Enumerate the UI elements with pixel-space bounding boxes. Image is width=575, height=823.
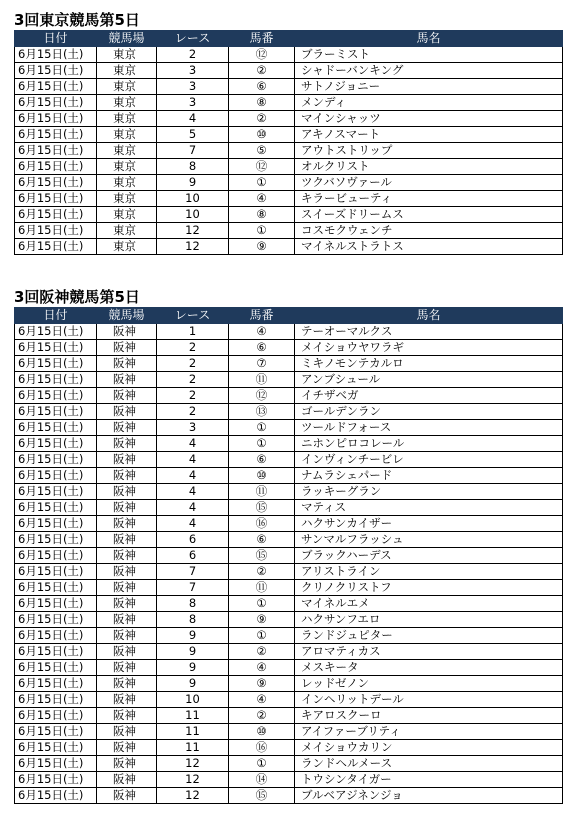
venue-cell: 阪神 xyxy=(97,532,157,548)
race-cell: 7 xyxy=(157,143,229,159)
horse-number-cell: ⑩ xyxy=(229,127,295,143)
horse-name-cell: スイーズドリームス xyxy=(295,207,563,223)
date-cell: 6月15日(土) xyxy=(15,436,97,452)
date-cell: 6月15日(土) xyxy=(15,612,97,628)
race-cell: 2 xyxy=(157,372,229,388)
venue-cell: 東京 xyxy=(97,127,157,143)
hanshin-section xyxy=(14,287,562,804)
horse-name-cell: ミキノモンテカルロ xyxy=(295,356,563,372)
header-name: 馬名 xyxy=(295,31,563,47)
race-cell: 11 xyxy=(157,708,229,724)
venue-cell: 東京 xyxy=(97,159,157,175)
horse-number-cell: ⑧ xyxy=(229,207,295,223)
table-row xyxy=(15,724,563,740)
venue-cell: 阪神 xyxy=(97,404,157,420)
header-num: 馬番 xyxy=(229,308,295,324)
header-venue: 競馬場 xyxy=(97,308,157,324)
date-cell: 6月15日(土) xyxy=(15,468,97,484)
race-cell: 3 xyxy=(157,420,229,436)
section-title: 3回阪神競馬第5日 xyxy=(14,288,140,306)
header-num: 馬番 xyxy=(229,31,295,47)
venue-cell: 阪神 xyxy=(97,788,157,804)
race-cell: 11 xyxy=(157,740,229,756)
horse-number-cell: ⑥ xyxy=(229,532,295,548)
race-cell: 7 xyxy=(157,564,229,580)
venue-cell: 東京 xyxy=(97,79,157,95)
date-cell: 6月15日(土) xyxy=(15,484,97,500)
date-cell: 6月15日(土) xyxy=(15,452,97,468)
venue-cell: 阪神 xyxy=(97,724,157,740)
race-cell: 4 xyxy=(157,484,229,500)
horse-number-cell: ① xyxy=(229,436,295,452)
date-cell: 6月15日(土) xyxy=(15,740,97,756)
horse-name-cell: ブラーミスト xyxy=(295,47,563,63)
date-cell: 6月15日(土) xyxy=(15,644,97,660)
table-row xyxy=(15,207,563,223)
table-row xyxy=(15,239,563,255)
horse-number-cell: ① xyxy=(229,628,295,644)
table-row xyxy=(15,468,563,484)
horse-number-cell: ⑬ xyxy=(229,404,295,420)
venue-cell: 阪神 xyxy=(97,580,157,596)
horse-name-cell: アキノスマート xyxy=(295,127,563,143)
venue-cell: 阪神 xyxy=(97,388,157,404)
horse-number-cell: ⑮ xyxy=(229,500,295,516)
date-cell: 6月15日(土) xyxy=(15,420,97,436)
horse-name-cell: クリノクリストフ xyxy=(295,580,563,596)
venue-cell: 阪神 xyxy=(97,596,157,612)
entries-table xyxy=(14,30,563,255)
horse-name-cell: ブルベアジネンジョ xyxy=(295,788,563,804)
venue-cell: 東京 xyxy=(97,111,157,127)
horse-number-cell: ⑭ xyxy=(229,772,295,788)
race-cell: 4 xyxy=(157,452,229,468)
race-cell: 8 xyxy=(157,596,229,612)
venue-cell: 東京 xyxy=(97,207,157,223)
date-cell: 6月15日(土) xyxy=(15,324,97,340)
venue-cell: 阪神 xyxy=(97,340,157,356)
date-cell: 6月15日(土) xyxy=(15,127,97,143)
horse-name-cell: ハクサンカイザー xyxy=(295,516,563,532)
horse-number-cell: ⑯ xyxy=(229,516,295,532)
date-cell: 6月15日(土) xyxy=(15,223,97,239)
horse-number-cell: ⑪ xyxy=(229,484,295,500)
horse-name-cell: ゴールデンラン xyxy=(295,404,563,420)
horse-number-cell: ⑯ xyxy=(229,740,295,756)
date-cell: 6月15日(土) xyxy=(15,708,97,724)
table-row xyxy=(15,564,563,580)
race-cell: 12 xyxy=(157,223,229,239)
date-cell: 6月15日(土) xyxy=(15,95,97,111)
race-cell: 6 xyxy=(157,532,229,548)
horse-name-cell: インヘリットデール xyxy=(295,692,563,708)
horse-name-cell: アロマティカス xyxy=(295,644,563,660)
venue-cell: 東京 xyxy=(97,143,157,159)
race-cell: 9 xyxy=(157,644,229,660)
date-cell: 6月15日(土) xyxy=(15,772,97,788)
venue-cell: 阪神 xyxy=(97,564,157,580)
section-title: 3回東京競馬第5日 xyxy=(14,11,140,29)
date-cell: 6月15日(土) xyxy=(15,143,97,159)
venue-cell: 阪神 xyxy=(97,708,157,724)
venue-cell: 東京 xyxy=(97,223,157,239)
table-row xyxy=(15,676,563,692)
horse-name-cell: メイショウヤワラギ xyxy=(295,340,563,356)
header-race: レース xyxy=(157,308,229,324)
date-cell: 6月15日(土) xyxy=(15,692,97,708)
horse-name-cell: インヴィンチービレ xyxy=(295,452,563,468)
horse-name-cell: マイネルストラトス xyxy=(295,239,563,255)
horse-number-cell: ⑮ xyxy=(229,548,295,564)
horse-name-cell: テーオーマルクス xyxy=(295,324,563,340)
table-row xyxy=(15,388,563,404)
horse-name-cell: アンブシュール xyxy=(295,372,563,388)
horse-name-cell: キアロスクーロ xyxy=(295,708,563,724)
horse-number-cell: ⑨ xyxy=(229,676,295,692)
race-cell: 4 xyxy=(157,500,229,516)
date-cell: 6月15日(土) xyxy=(15,47,97,63)
date-cell: 6月15日(土) xyxy=(15,372,97,388)
table-row xyxy=(15,47,563,63)
horse-number-cell: ② xyxy=(229,644,295,660)
race-cell: 4 xyxy=(157,111,229,127)
horse-name-cell: サトノジョニー xyxy=(295,79,563,95)
race-cell: 8 xyxy=(157,612,229,628)
horse-name-cell: シャドーバンキング xyxy=(295,63,563,79)
table-row xyxy=(15,532,563,548)
table-row xyxy=(15,159,563,175)
header-venue: 競馬場 xyxy=(97,31,157,47)
table-row xyxy=(15,223,563,239)
race-cell: 12 xyxy=(157,239,229,255)
header-row xyxy=(15,308,563,324)
venue-cell: 阪神 xyxy=(97,468,157,484)
race-cell: 12 xyxy=(157,772,229,788)
race-cell: 2 xyxy=(157,340,229,356)
race-cell: 6 xyxy=(157,548,229,564)
table-row xyxy=(15,756,563,772)
horse-number-cell: ⑫ xyxy=(229,159,295,175)
table-row xyxy=(15,484,563,500)
table-row xyxy=(15,644,563,660)
horse-name-cell: トウシンタイガー xyxy=(295,772,563,788)
horse-number-cell: ⑨ xyxy=(229,239,295,255)
table-row xyxy=(15,660,563,676)
horse-number-cell: ② xyxy=(229,564,295,580)
table-row xyxy=(15,404,563,420)
date-cell: 6月15日(土) xyxy=(15,724,97,740)
horse-number-cell: ⑫ xyxy=(229,388,295,404)
horse-number-cell: ⑤ xyxy=(229,143,295,159)
horse-name-cell: マティス xyxy=(295,500,563,516)
horse-name-cell: レッドゼノン xyxy=(295,676,563,692)
date-cell: 6月15日(土) xyxy=(15,676,97,692)
date-cell: 6月15日(土) xyxy=(15,756,97,772)
horse-number-cell: ⑨ xyxy=(229,612,295,628)
race-cell: 11 xyxy=(157,724,229,740)
horse-name-cell: イチザベガ xyxy=(295,388,563,404)
horse-number-cell: ⑥ xyxy=(229,452,295,468)
venue-cell: 東京 xyxy=(97,95,157,111)
horse-name-cell: ラッキーグラン xyxy=(295,484,563,500)
date-cell: 6月15日(土) xyxy=(15,532,97,548)
horse-number-cell: ⑥ xyxy=(229,340,295,356)
race-cell: 10 xyxy=(157,207,229,223)
venue-cell: 阪神 xyxy=(97,420,157,436)
table-row xyxy=(15,692,563,708)
date-cell: 6月15日(土) xyxy=(15,191,97,207)
race-cell: 2 xyxy=(157,356,229,372)
race-cell: 3 xyxy=(157,95,229,111)
date-cell: 6月15日(土) xyxy=(15,159,97,175)
venue-cell: 阪神 xyxy=(97,644,157,660)
date-cell: 6月15日(土) xyxy=(15,564,97,580)
race-cell: 4 xyxy=(157,468,229,484)
race-cell: 3 xyxy=(157,63,229,79)
horse-number-cell: ① xyxy=(229,223,295,239)
horse-name-cell: オルクリスト xyxy=(295,159,563,175)
horse-name-cell: メイショウカリン xyxy=(295,740,563,756)
date-cell: 6月15日(土) xyxy=(15,500,97,516)
venue-cell: 阪神 xyxy=(97,516,157,532)
horse-number-cell: ⑩ xyxy=(229,468,295,484)
race-cell: 1 xyxy=(157,324,229,340)
table-row xyxy=(15,772,563,788)
table-row xyxy=(15,500,563,516)
horse-name-cell: ランドジュピター xyxy=(295,628,563,644)
horse-name-cell: ツクバソヴァール xyxy=(295,175,563,191)
table-row xyxy=(15,452,563,468)
horse-name-cell: アリストライン xyxy=(295,564,563,580)
date-cell: 6月15日(土) xyxy=(15,404,97,420)
date-cell: 6月15日(土) xyxy=(15,516,97,532)
date-cell: 6月15日(土) xyxy=(15,356,97,372)
horse-name-cell: サンマルフラッシュ xyxy=(295,532,563,548)
race-cell: 2 xyxy=(157,47,229,63)
race-cell: 10 xyxy=(157,191,229,207)
date-cell: 6月15日(土) xyxy=(15,548,97,564)
venue-cell: 阪神 xyxy=(97,628,157,644)
race-cell: 9 xyxy=(157,175,229,191)
horse-number-cell: ④ xyxy=(229,692,295,708)
venue-cell: 阪神 xyxy=(97,372,157,388)
date-cell: 6月15日(土) xyxy=(15,388,97,404)
date-cell: 6月15日(土) xyxy=(15,628,97,644)
horse-name-cell: アウトストリップ xyxy=(295,143,563,159)
horse-number-cell: ② xyxy=(229,63,295,79)
horse-number-cell: ① xyxy=(229,756,295,772)
date-cell: 6月15日(土) xyxy=(15,596,97,612)
horse-number-cell: ① xyxy=(229,420,295,436)
venue-cell: 東京 xyxy=(97,239,157,255)
race-cell: 9 xyxy=(157,676,229,692)
table-row xyxy=(15,63,563,79)
table-row xyxy=(15,111,563,127)
horse-name-cell: メンディ xyxy=(295,95,563,111)
horse-number-cell: ④ xyxy=(229,660,295,676)
table-row xyxy=(15,788,563,804)
venue-cell: 阪神 xyxy=(97,324,157,340)
horse-name-cell: アイファーブリティ xyxy=(295,724,563,740)
race-cell: 12 xyxy=(157,788,229,804)
venue-cell: 阪神 xyxy=(97,660,157,676)
horse-number-cell: ② xyxy=(229,111,295,127)
table-row xyxy=(15,95,563,111)
venue-cell: 阪神 xyxy=(97,436,157,452)
horse-number-cell: ② xyxy=(229,708,295,724)
date-cell: 6月15日(土) xyxy=(15,788,97,804)
header-date: 日付 xyxy=(15,31,97,47)
horse-name-cell: ナムラシェパード xyxy=(295,468,563,484)
table-row xyxy=(15,191,563,207)
venue-cell: 阪神 xyxy=(97,772,157,788)
horse-name-cell: ブラックハーデス xyxy=(295,548,563,564)
race-cell: 8 xyxy=(157,159,229,175)
horse-name-cell: メスキータ xyxy=(295,660,563,676)
race-cell: 3 xyxy=(157,79,229,95)
date-cell: 6月15日(土) xyxy=(15,239,97,255)
venue-cell: 阪神 xyxy=(97,500,157,516)
header-race: レース xyxy=(157,31,229,47)
race-cell: 9 xyxy=(157,660,229,676)
table-row xyxy=(15,175,563,191)
table-row xyxy=(15,143,563,159)
venue-cell: 東京 xyxy=(97,175,157,191)
header-row xyxy=(15,31,563,47)
date-cell: 6月15日(土) xyxy=(15,63,97,79)
venue-cell: 阪神 xyxy=(97,676,157,692)
horse-name-cell: ニホンピロコレール xyxy=(295,436,563,452)
venue-cell: 東京 xyxy=(97,63,157,79)
table-row xyxy=(15,340,563,356)
table-row xyxy=(15,516,563,532)
table-row xyxy=(15,79,563,95)
horse-number-cell: ⑦ xyxy=(229,356,295,372)
date-cell: 6月15日(土) xyxy=(15,207,97,223)
horse-name-cell: キラービューティ xyxy=(295,191,563,207)
table-row xyxy=(15,436,563,452)
date-cell: 6月15日(土) xyxy=(15,340,97,356)
race-cell: 2 xyxy=(157,404,229,420)
date-cell: 6月15日(土) xyxy=(15,660,97,676)
date-cell: 6月15日(土) xyxy=(15,580,97,596)
date-cell: 6月15日(土) xyxy=(15,111,97,127)
date-cell: 6月15日(土) xyxy=(15,79,97,95)
table-row xyxy=(15,548,563,564)
table-row xyxy=(15,740,563,756)
horse-name-cell: コスモクウェンチ xyxy=(295,223,563,239)
race-cell: 4 xyxy=(157,516,229,532)
horse-name-cell: マイネルエメ xyxy=(295,596,563,612)
horse-number-cell: ⑮ xyxy=(229,788,295,804)
table-row xyxy=(15,324,563,340)
venue-cell: 阪神 xyxy=(97,356,157,372)
horse-number-cell: ④ xyxy=(229,191,295,207)
header-date: 日付 xyxy=(15,308,97,324)
table-row xyxy=(15,612,563,628)
table-row xyxy=(15,372,563,388)
horse-number-cell: ⑫ xyxy=(229,47,295,63)
race-cell: 7 xyxy=(157,580,229,596)
tokyo-section xyxy=(14,10,562,255)
horse-number-cell: ⑥ xyxy=(229,79,295,95)
race-cell: 10 xyxy=(157,692,229,708)
horse-number-cell: ① xyxy=(229,175,295,191)
race-cell: 12 xyxy=(157,756,229,772)
venue-cell: 東京 xyxy=(97,191,157,207)
date-cell: 6月15日(土) xyxy=(15,175,97,191)
entries-table xyxy=(14,307,563,804)
race-cell: 5 xyxy=(157,127,229,143)
horse-number-cell: ⑪ xyxy=(229,580,295,596)
horse-name-cell: ツールドフォース xyxy=(295,420,563,436)
table-row xyxy=(15,580,563,596)
table-row xyxy=(15,708,563,724)
race-cell: 2 xyxy=(157,388,229,404)
table-row xyxy=(15,356,563,372)
venue-cell: 阪神 xyxy=(97,692,157,708)
table-row xyxy=(15,596,563,612)
horse-number-cell: ⑪ xyxy=(229,372,295,388)
table-row xyxy=(15,127,563,143)
horse-name-cell: マインシャッツ xyxy=(295,111,563,127)
venue-cell: 阪神 xyxy=(97,548,157,564)
header-name: 馬名 xyxy=(295,308,563,324)
horse-number-cell: ⑩ xyxy=(229,724,295,740)
venue-cell: 阪神 xyxy=(97,740,157,756)
horse-name-cell: ハクサンフエロ xyxy=(295,612,563,628)
venue-cell: 阪神 xyxy=(97,452,157,468)
venue-cell: 東京 xyxy=(97,47,157,63)
horse-number-cell: ① xyxy=(229,596,295,612)
race-cell: 4 xyxy=(157,436,229,452)
venue-cell: 阪神 xyxy=(97,756,157,772)
horse-name-cell: ランドヘルメース xyxy=(295,756,563,772)
horse-number-cell: ⑧ xyxy=(229,95,295,111)
horse-number-cell: ④ xyxy=(229,324,295,340)
venue-cell: 阪神 xyxy=(97,484,157,500)
venue-cell: 阪神 xyxy=(97,612,157,628)
table-row xyxy=(15,628,563,644)
table-row xyxy=(15,420,563,436)
race-cell: 9 xyxy=(157,628,229,644)
